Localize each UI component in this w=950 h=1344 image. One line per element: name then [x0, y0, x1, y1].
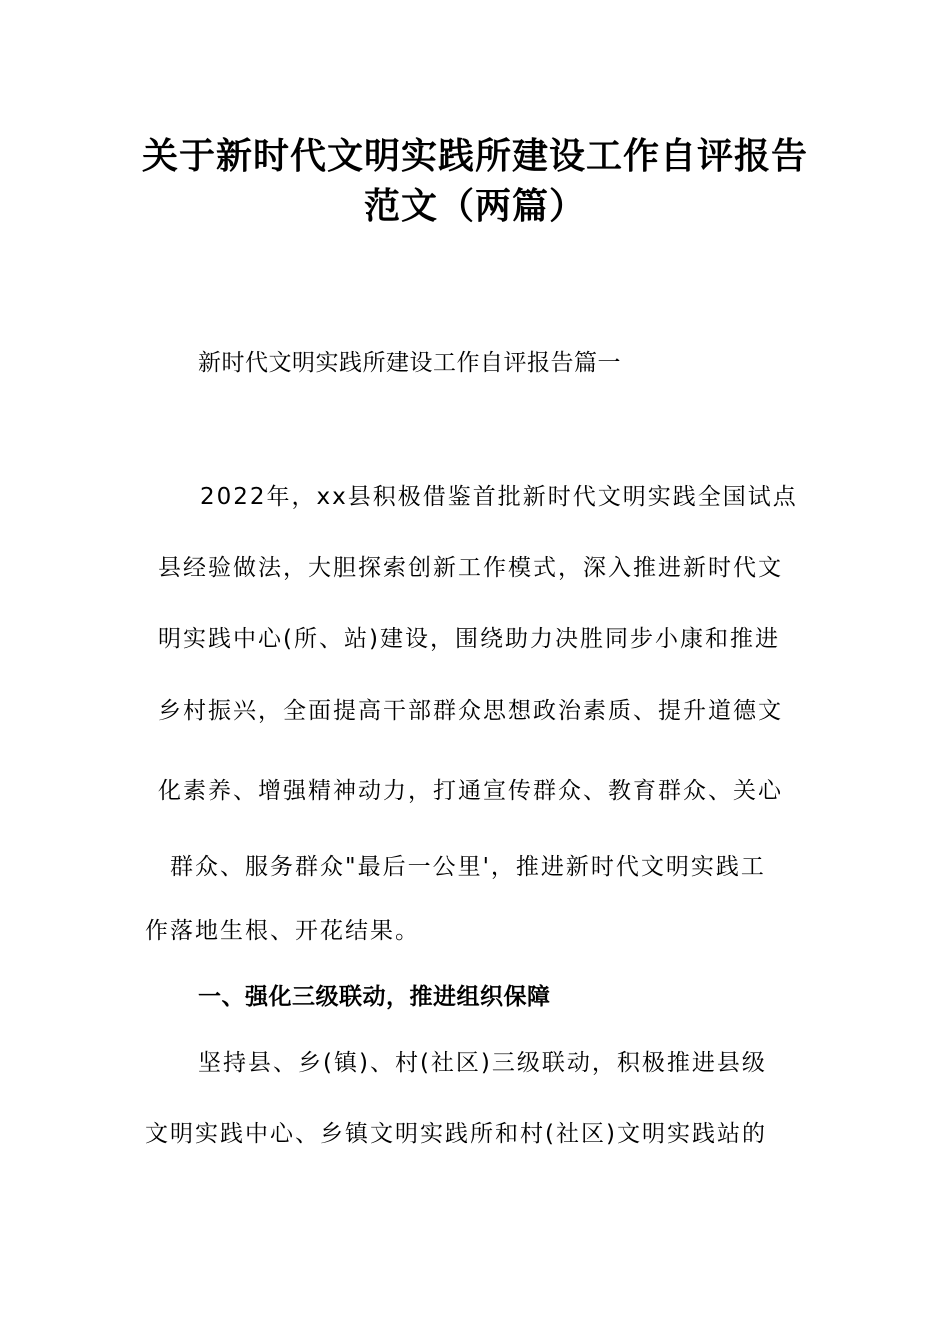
- section-1-heading: 一、强化三级联动，推进组织保障: [198, 984, 551, 1010]
- paragraph-1-line-6: 群众、服务群众"最后一公里'，推进新时代文明实践工: [170, 854, 766, 880]
- part-heading: 新时代文明实践所建设工作自评报告篇一: [198, 350, 621, 376]
- paragraph-1-line-7: 作落地生根、开花结果。: [145, 918, 420, 944]
- paragraph-1-line-5: 化素养、增强精神动力，打通宣传群众、教育群众、关心: [158, 778, 783, 804]
- document-title-line-1: 关于新时代文明实践所建设工作自评报告: [141, 135, 808, 177]
- paragraph-1-line-2: 县经验做法，大胆探索创新工作模式，深入推进新时代文: [158, 555, 783, 581]
- paragraph-2-line-1: 坚持县、乡(镇)、村(社区)三级联动，积极推进县级: [198, 1050, 767, 1076]
- document-title-line-2: 范文（两篇）: [363, 185, 586, 227]
- paragraph-1-line-1: 2022年，xx县积极借鉴首批新时代文明实践全国试点: [200, 484, 798, 510]
- paragraph-2-line-2: 文明实践中心、乡镇文明实践所和村(社区)文明实践站的: [145, 1121, 767, 1147]
- paragraph-1-line-3: 明实践中心(所、站)建设，围绕助力决胜同步小康和推进: [158, 626, 780, 652]
- paragraph-1-line-4: 乡村振兴，全面提高干部群众思想政治素质、提升道德文: [158, 698, 783, 724]
